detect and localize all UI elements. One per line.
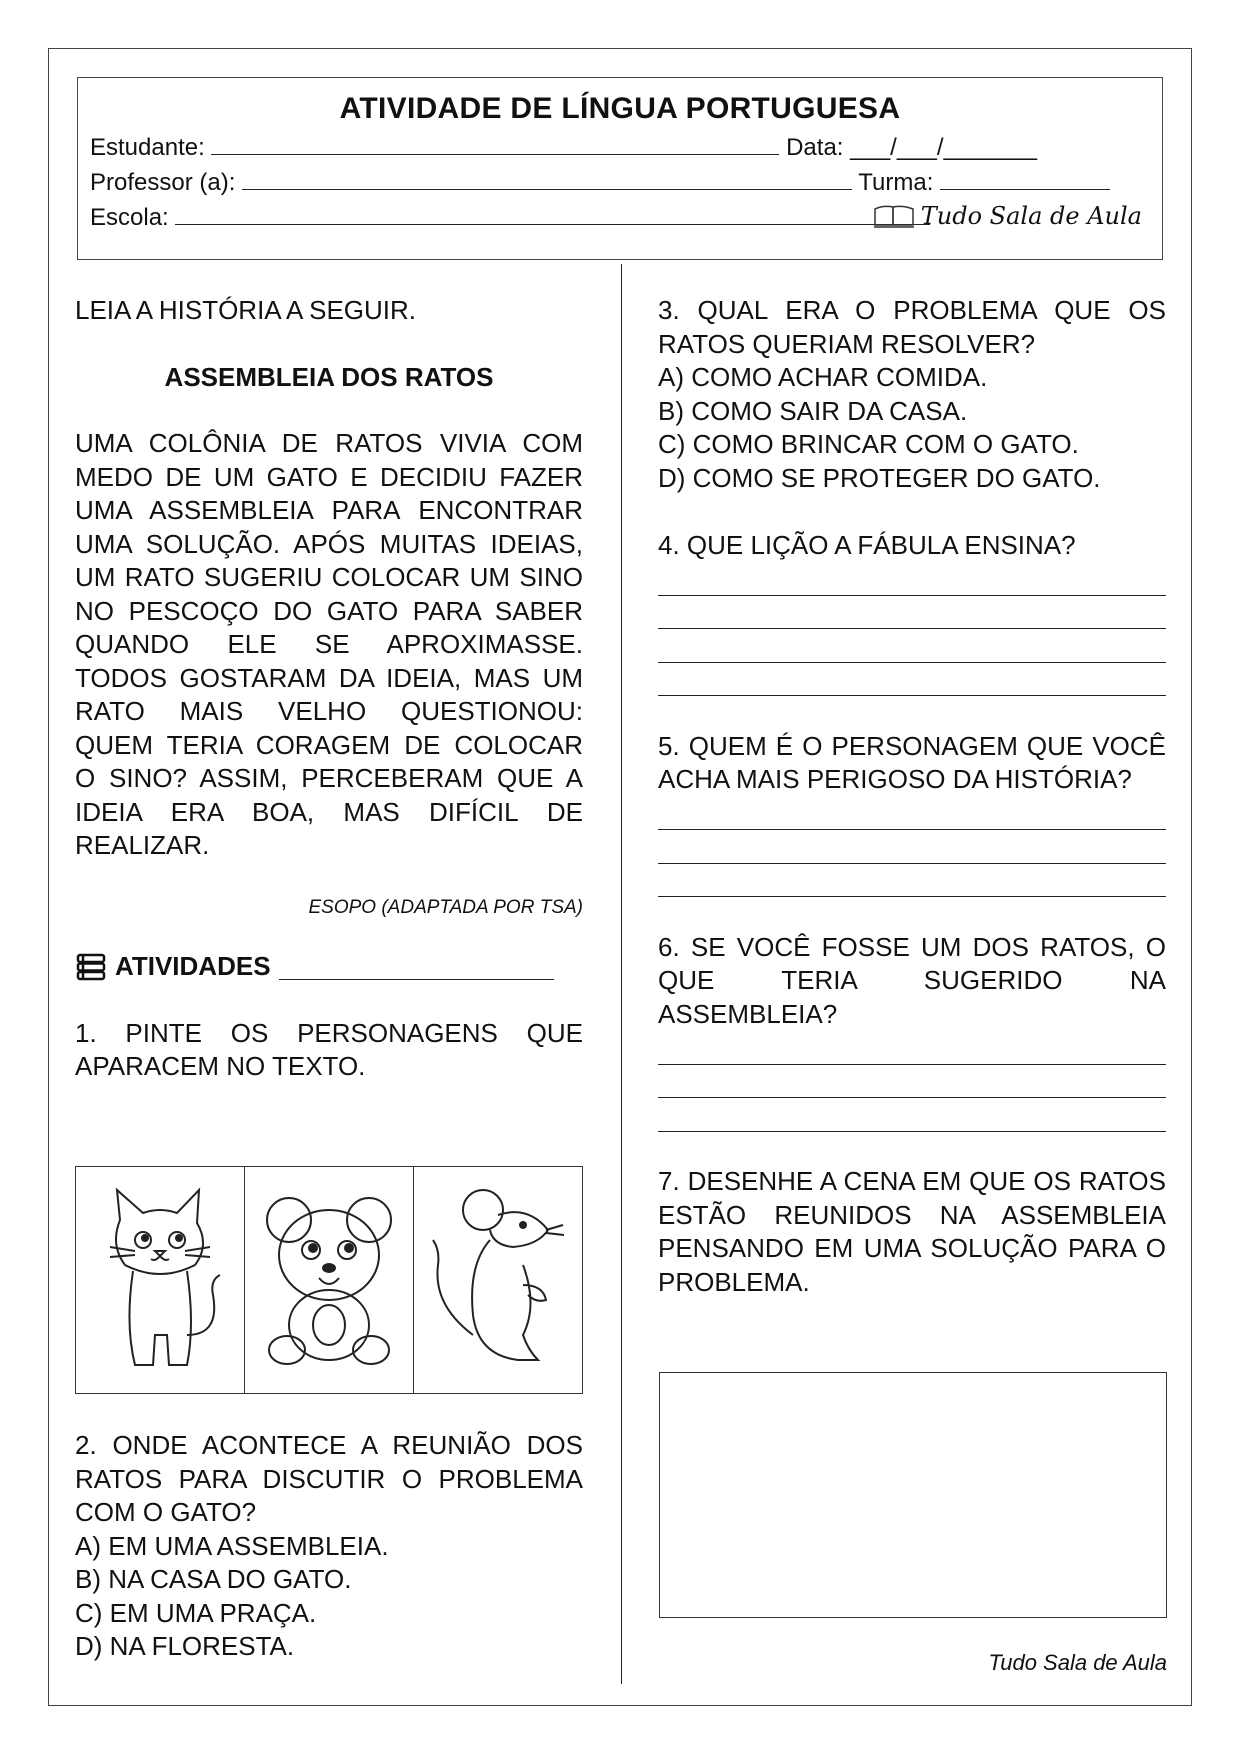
answer-line[interactable] (658, 864, 1166, 898)
answer-line[interactable] (658, 830, 1166, 864)
q3-option-a[interactable]: A) COMO ACHAR COMIDA. (658, 362, 988, 392)
answer-line[interactable] (658, 1098, 1166, 1132)
characters-image-table (75, 1166, 583, 1394)
question-2: 2. ONDE ACONTECE A REUNIÃO DOS RATOS PARA DISCUTIR O PROBLEMA COM O GATO? (75, 1430, 583, 1527)
date-label: Data: (786, 134, 844, 161)
date-field[interactable]: ___/___/_______ (850, 134, 1037, 161)
school-field[interactable] (175, 202, 930, 225)
bear-cell[interactable] (245, 1167, 414, 1393)
activities-label: ATIVIDADES (115, 951, 271, 981)
page-title: ATIVIDADE DE LÍNGUA PORTUGUESA (339, 92, 901, 125)
story-source: ESOPO (ADAPTADA POR TSA) (308, 896, 583, 918)
teacher-row (90, 167, 1110, 197)
mouse-cell[interactable] (414, 1167, 582, 1393)
answer-line[interactable] (658, 663, 1166, 697)
question-3: 3. QUAL ERA O PROBLEMA QUE OS RATOS QUERIAM RESOLVER? (658, 295, 1166, 359)
logo (873, 202, 1142, 230)
school-label: Escola: (90, 204, 169, 231)
bear-illustration-icon (259, 1190, 399, 1370)
logo-text: Tudo Sala de Aula (920, 202, 1142, 230)
q2-option-b[interactable]: B) NA CASA DO GATO. (75, 1564, 352, 1594)
class-label: Turma: (858, 169, 934, 196)
activities-heading (75, 950, 583, 984)
cat-illustration-icon (95, 1185, 225, 1375)
question-7: 7. DESENHE A CENA EM QUE OS RATOS ESTÃO REUNIDOS NA ASSEMBLEIA PENSANDO EM UMA SOLUÇÃO PARA O PROBLEMA. (658, 1166, 1166, 1297)
story-text: UMA COLÔNIA DE RATOS VIVIA COM MEDO DE UM GATO E DECIDIU FAZER UMA ASSEMBLEIA PARA ENCONTRAR UMA SOLUÇÃO. APÓS MUITAS IDEIAS, UM RATO SUGERIU COLOCAR UM SINO NO PESCOÇO DO GATO PARA SABER QUANDO ELE SE APROXIMASSE. TODOS GOSTARAM DA IDEIA, MAS UM RATO MAIS VELHO QUESTIONOU: QUEM TERIA CORAGEM DE COLOCAR O SINO? ASSIM, PERCEBERAM QUE A IDEIA ERA BOA, MAS DIFÍCIL DE REALIZAR. (75, 428, 583, 860)
answer-line[interactable] (658, 629, 1166, 663)
q2-option-a[interactable]: A) EM UMA ASSEMBLEIA. (75, 1530, 389, 1561)
answer-line[interactable] (658, 596, 1166, 630)
book-logo-icon (873, 203, 915, 229)
left-column (75, 294, 583, 1084)
column-divider (621, 264, 622, 1684)
q2-option-d[interactable]: D) NA FLORESTA. (75, 1631, 295, 1661)
header-box (77, 77, 1163, 260)
answer-line[interactable] (658, 797, 1166, 831)
q3-option-d[interactable]: D) COMO SE PROTEGER DO GATO. (658, 462, 1101, 493)
school-row (90, 202, 930, 232)
answer-line[interactable] (658, 562, 1166, 596)
footer-credit: Tudo Sala de Aula (988, 1650, 1167, 1675)
left-column-q2 (75, 1429, 583, 1664)
activities-underline (279, 953, 554, 980)
intro-text: LEIA A HISTÓRIA A SEGUIR. (75, 295, 417, 325)
question-4: 4. QUE LIÇÃO A FÁBULA ENSINA? (658, 529, 1076, 560)
drawing-box[interactable] (659, 1372, 1167, 1618)
q3-option-c[interactable]: C) COMO BRINCAR COM O GATO. (658, 429, 1079, 459)
teacher-label: Professor (a): (90, 169, 236, 196)
question-6: 6. SE VOCÊ FOSSE UM DOS RATOS, O QUE TERIA SUGERIDO NA ASSEMBLEIA? (658, 931, 1166, 1029)
question-1: 1. PINTE OS PERSONAGENS QUE APARACEM NO TEXTO. (75, 1017, 583, 1081)
student-label: Estudante: (90, 134, 205, 161)
story-title: ASSEMBLEIA DOS RATOS (164, 361, 494, 392)
student-field[interactable] (211, 132, 779, 155)
class-field[interactable] (940, 167, 1110, 190)
cat-cell[interactable] (76, 1167, 245, 1393)
answer-line[interactable] (658, 1031, 1166, 1065)
question-5: 5. QUEM É O PERSONAGEM QUE VOCÊ ACHA MAIS PERIGOSO DA HISTÓRIA? (658, 730, 1166, 794)
mouse-illustration-icon (428, 1185, 568, 1375)
answer-line[interactable] (658, 1065, 1166, 1099)
teacher-field[interactable] (242, 167, 852, 190)
student-row (90, 132, 1037, 162)
q3-option-b[interactable]: B) COMO SAIR DA CASA. (658, 395, 968, 426)
books-icon (75, 953, 107, 981)
right-column (658, 294, 1166, 1299)
q2-option-c[interactable]: C) EM UMA PRAÇA. (75, 1597, 317, 1628)
